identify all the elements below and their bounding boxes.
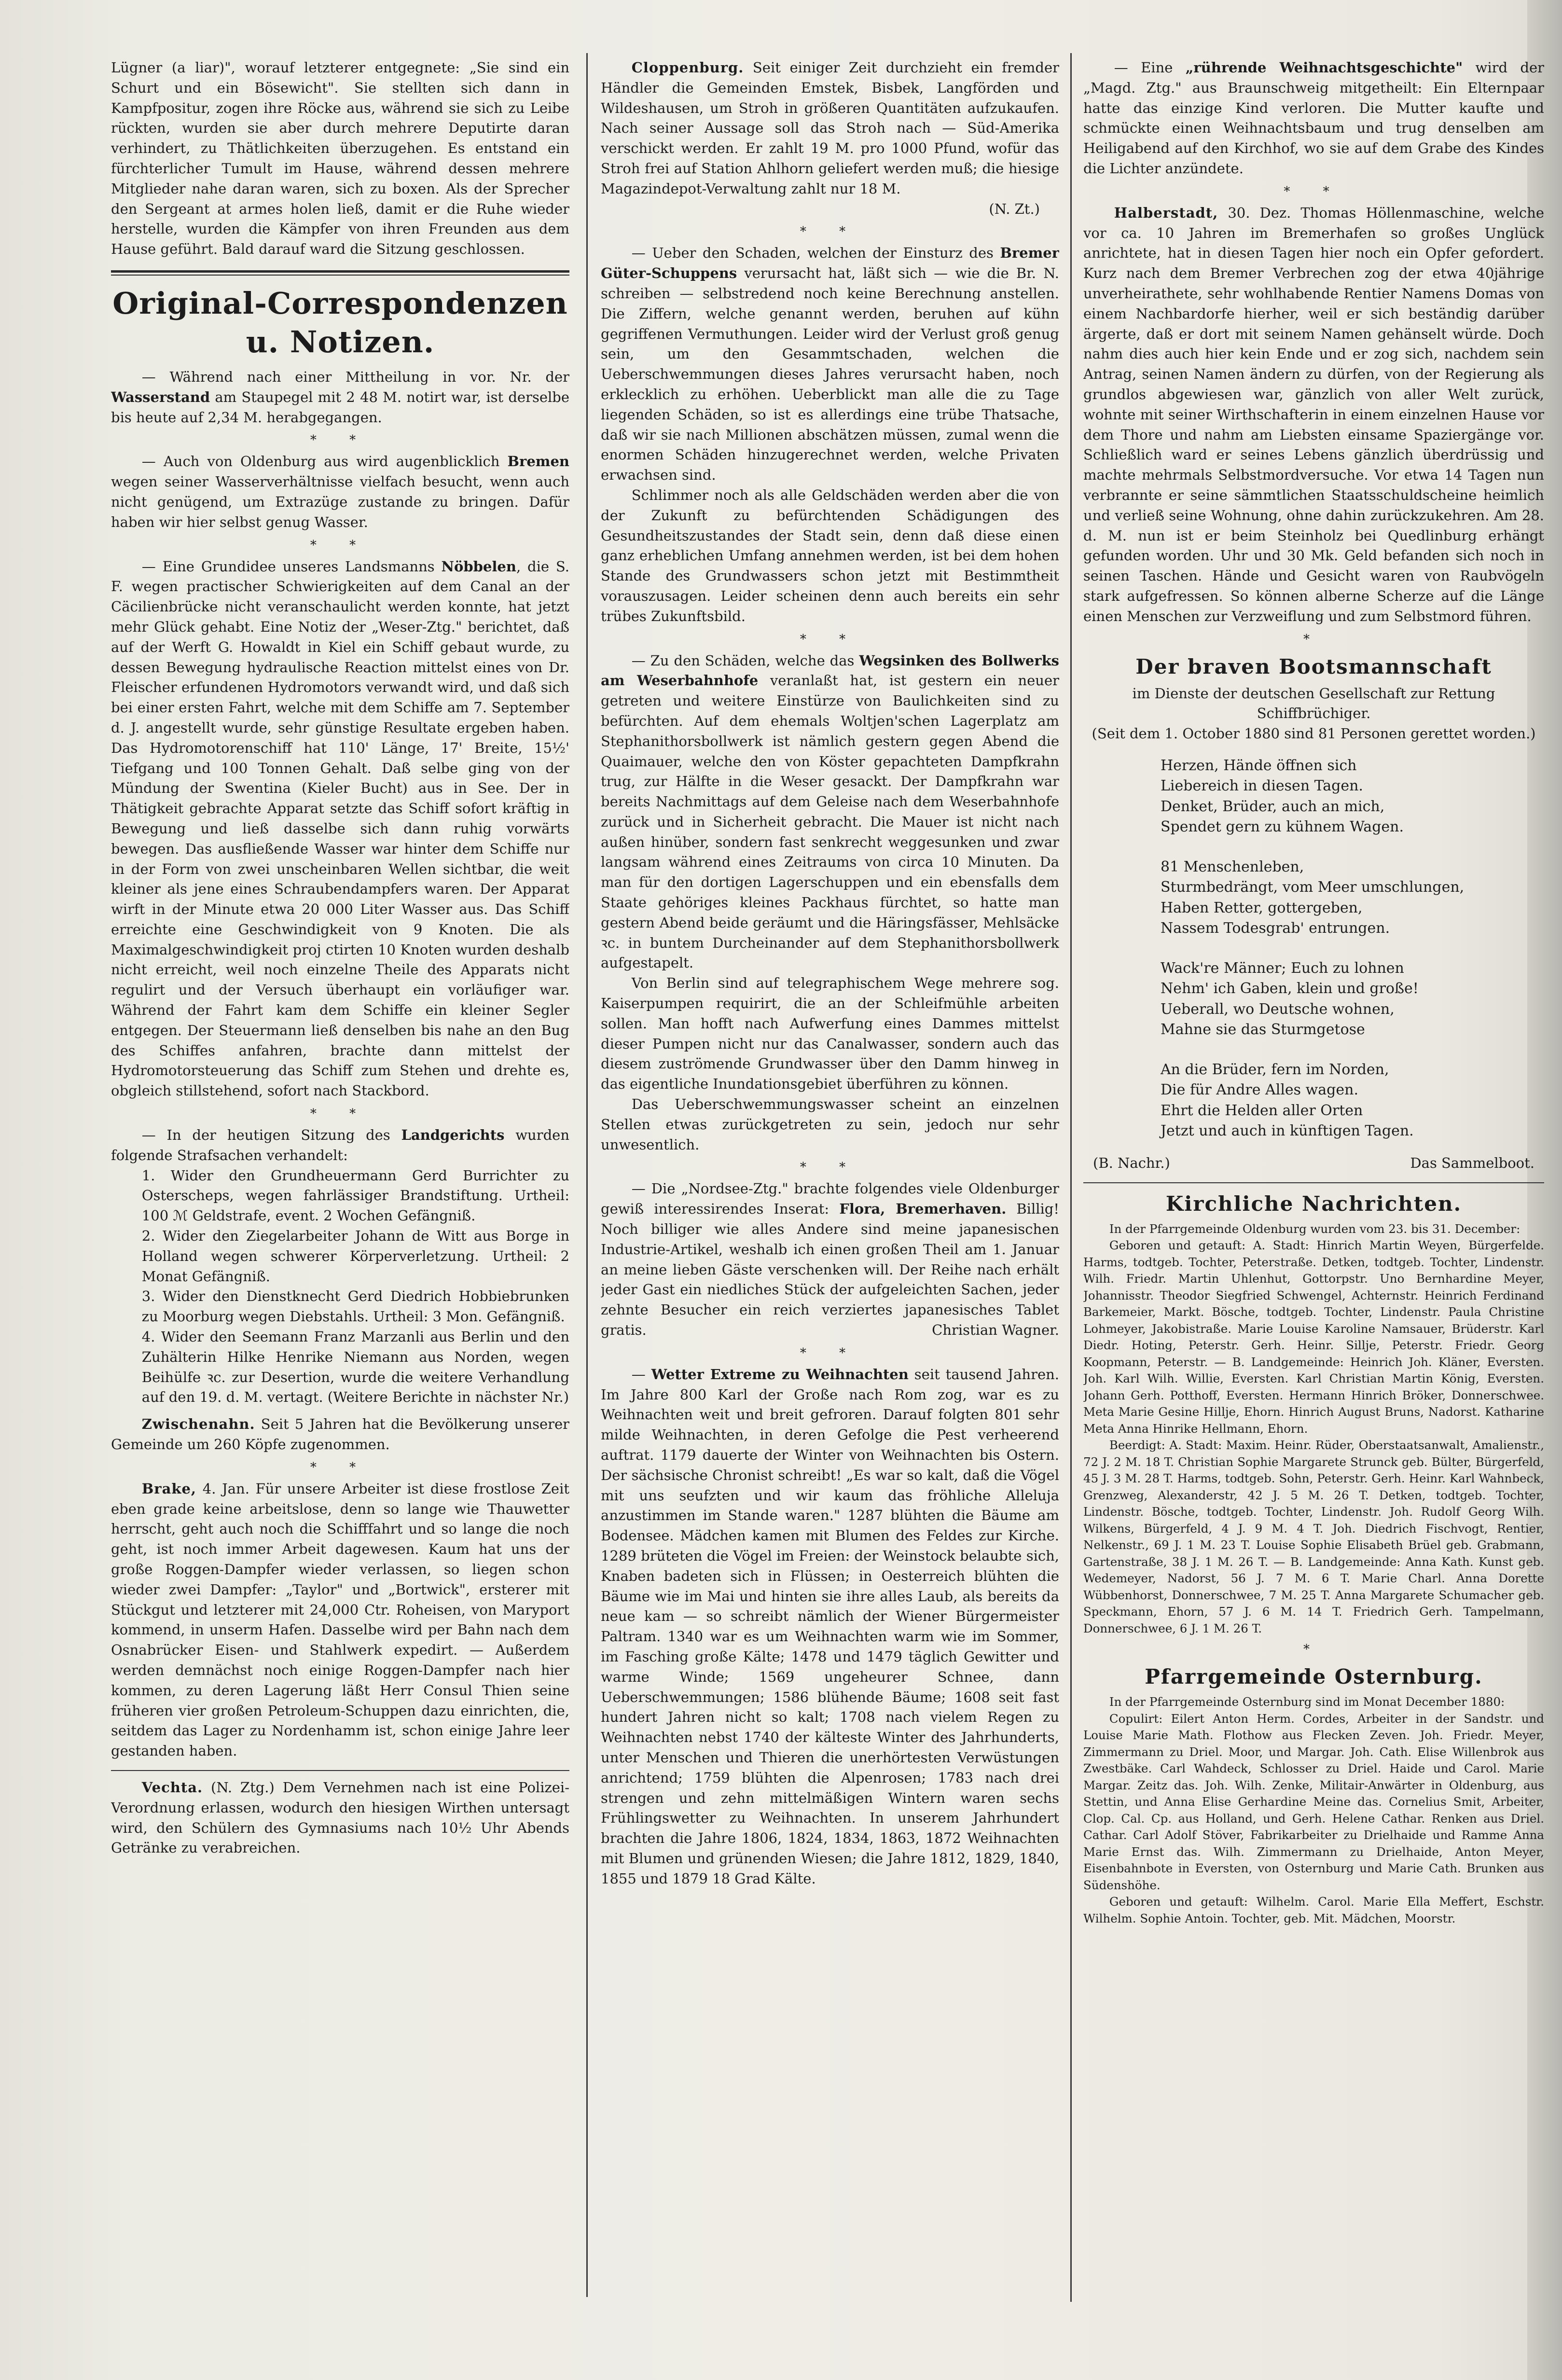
poem-line: Ueberall, wo Deutsche wohnen, [1161, 1000, 1395, 1018]
article-wasserstand: — Während nach einer Mittheilung in vor. Nr. der Wasserstand am Staupegel mit 2 48 M. notirt war, ist derselbe bis heute auf 2,34 M. herabgegangen. [111, 368, 569, 426]
poem-line: Herzen, Hände öffnen sich [1161, 757, 1357, 774]
poem-line: Mahne sie das Sturmgetose [1161, 1021, 1365, 1038]
separator: * * [310, 433, 371, 448]
poem-line: Ehrt die Helden aller Orten [1161, 1102, 1363, 1119]
divider [111, 1770, 569, 1771]
poem-line: 81 Menschenleben, [1161, 858, 1304, 875]
osternburg-intro: In der Pfarrgemeinde Osternburg sind im Monat December 1880: [1109, 1695, 1505, 1709]
poem-line: Spendet gern zu kühnem Wagen. [1161, 818, 1404, 836]
article-vechta: Vechta. (N. Ztg.) Dem Vernehmen nach ist eine Polizei-Verordnung erlassen, wodurch den hiesigen Wirthen untersagt wird, den Schülern des Gymnasiums nach 10½ Uhr Abends Getränke zu verabreichen. [111, 1779, 569, 1856]
poem-line: Die für Andre Alles wagen. [1161, 1081, 1358, 1099]
article-zwischenahn: Zwischenahn. Seit 5 Jahren hat die Bevölkerung unserer Gemeinde um 260 Köpfe zugenommen. [111, 1416, 569, 1453]
separator: * * [310, 538, 371, 553]
separator: * [1303, 632, 1324, 647]
article-cloppenburg: Cloppenburg. Seit einiger Zeit durchzieht ein fremder Händler die Gemeinden Emstek, Bisbek, Langförden und Wildeshausen, um Stroh in größeren Quantitäten aufzukaufen. Nach seiner Aussage soll das Stroh nach — Süd-Amerika verschickt werden. Er zahlt 19 M. pro 1000 Pfund, wofür das Stroh frei auf Station Ahlhorn geliefert werden muß; die hiesige Magazindepot-Verwaltung zahlt nur 18 M. [601, 59, 1059, 197]
poem-line: Sturmbedrängt, vom Meer umschlungen, [1161, 879, 1465, 896]
separator: * * [800, 1160, 860, 1175]
separator: * * [800, 632, 860, 647]
continued-text: Lügner (a liar)", worauf letzterer entgegnete: „Sie sind ein Schurt und ein Bösewicht". Sie stellten sich dann in Kampfpositur, zogen ihre Röcke aus, während sie sich zu Leibe rückten, wurden sie aber durch mehrere Deputirte daran verhindert, zu Thätlichkeiten überzugehen. Es entstand ein fürchterlicher Tumult im Hause, während dessen mehrere Mitglieder nahe daran waren, sich zu boxen. Als der Sprecher den Sergeant at armes holen ließ, damit er die Ruhe wieder herstelle, wurden die Kämpfer von ihren Freunden aus dem Hause geführt. Bald darauf ward die Sitzung geschlossen. [111, 59, 569, 258]
poem-source: (B. Nachr.) [1093, 1154, 1170, 1171]
article-weihnachtsgeschichte: — Eine „rührende Weihnachtsgeschichte" wird der „Magd. Ztg." aus Braunschweig mitgetheilt: Ein Elternpaar hatte das einzige Kind verloren. Die Mutter kaufte und schmückte einen Weihnachtsbaum und trug denselben am Heiligabend auf den Kirchhof, wo sie auf dem Grabe des Kindes die Lichter anzündete. [1083, 59, 1544, 177]
article-brake: Brake, 4. Jan. Für unsere Arbeiter ist diese frostlose Zeit eben grade keine arbeitslose, denn so lange wie Thauwetter herrscht, geht auch noch die Schifffahrt und so lange die noch geht, ist noch immer Arbeit dagewesen. Kaum hat uns der große Roggen-Dampfer wieder verlassen, so liegen schon wieder zwei Dampfer: „Taylor" und „Bortwick", ersterer mit Stückgut und letzterer mit 24,000 Ctr. Roheisen, von Maryport kommend, in unserm Hafen. Dasselbe wird per Bahn nach dem Osnabrücker Eisen- und Stahlwerk expedirt. — Außerdem werden demnächst noch einige Roggen-Dampfer nach hier kommen, zu deren Lagerung läßt Herr Consul Thien seine früheren vier großen Petroleum-Schuppen dazu einrichten, die, seitdem das Lager zu Nordenhamm ist, schon einige Jahre leer gestanden haben. [111, 1480, 569, 1759]
article-halberstadt: Halberstadt, 30. Dez. Thomas Höllenmaschine, welche vor ca. 10 Jahren im Bremerhafen so großes Unglück anrichtete, hat in diesen Tagen hier noch ein Opfer gefordert. Kurz nach dem Bremer Verbrechen zog der etwa 40jährige unverheirathete, sehr wohlhabende Rentier Namens Domas von einem Nachbardorfe hierher, weil er sich beständig darüber ärgerte, daß er dort mit seinem Namen gehänselt würde. Doch nahm dies auch hier kein Ende und er zog sich, nachdem sein Antrag, seinen Namen ändern zu dürfen, von der Regierung als grundlos abgewiesen war, gänzlich von aller Welt zurück, wohnte mit seiner Wirthschafterin in einem einzelnen Hause vor dem Thore und nahm am Liebsten einsame Spaziergänge vor. Schließlich ward er seines Lebens gänzlich überdrüssig und machte mehrmals Selbstmordversuche. Vor etwa 14 Tagen nun verbrannte er seine sämmtlichen Staatsschuldscheine heimlich und verließ seine Wohnung, ohne dahin zurückzukehren. Am 28. d. M. nun ist er beim Steinholz bei Quedlinburg erhängt gefunden worden. Uhr und 30 Mk. Geld befanden sich noch in seinen Taschen. Hände und Gesicht waren von Raubvögeln stark aufgefressen. So können alberne Scherze auf die Länge einen Menschen zur Verzweiflung und zum Selbstmord führen. [1083, 204, 1544, 624]
list-item: 4. Wider den Seemann Franz Marzanli aus Berlin und den Zuhälterin Hilke Henrike Niemann aus Norden, wegen Beihülfe ꝛc. zur Desertion, wurde die weitere Verhandlung auf den 19. d. M. vertagt. (Weitere Berichte in nächster Nr.) [141, 1328, 569, 1406]
poem-note: (Seit dem 1. October 1880 sind 81 Personen gerettet worden.) [1092, 725, 1536, 742]
osternburg-born: Geboren und getauft: Wilhelm. Carol. Marie Ella Meffert, Eschstr. Wilhelm. Sophie Antoin. Tochter, geb. Mit. Mädchen, Moorstr. [1083, 1895, 1544, 1925]
column-rule-right [1070, 53, 1072, 2302]
article-bollwerk-cont2: Das Ueberschwemmungswasser scheint an einzelnen Stellen etwas zurückgetreten zu sein, jedoch nur sehr unwesentlich. [601, 1096, 1059, 1153]
poem-line: Liebereich in diesen Tagen. [1161, 777, 1363, 795]
column-rule-left [586, 53, 588, 2297]
kirch-born: Geboren und getauft: A. Stadt: Hinrich Martin Weyen, Bürgerfelde. Harms, todtgeb. Tochter, Peterstraße. Detken, todtgeb. Tochter, Lindenstr. Wilh. Friedr. Martin Uhlenhut, Gottorpstr. Uno Bernhardine Meyer, Johannisstr. Theodor Siegfried Schwengel, Achternstr. Heinrich Ferdinand Barkemeier, Markt. Bösche, todtgeb. Tochter, Lindenstr. Paula Christine Lohmeyer, Jakobistraße. Marie Louise Karoline Namsauer, Brüderstr. Karl Diedr. Hoting, Peterstr. Gerh. Heinr. Sillje, Peterstr. Friedr. Georg Koopmann, Peterstr. — B. Landgemeinde: Heinrich Joh. Kläner, Eversten. Joh. Karl Wilh. Willie, Eversten. Karl Christian Martin König, Eversten. Johann Gerh. Potthoff, Eversten. Hermann Hinrich Bröker, Donnerschwee. Meta Marie Gesine Hillje, Ehorn. Hinrich August Bruns, Nadorst. Katharine Meta Anna Hinrike Hellmann, Ehorn. [1083, 1238, 1544, 1436]
separator: * * [1284, 184, 1344, 199]
article-gueter-schuppen: — Ueber den Schaden, welchen der Einsturz des Bremer Güter-Schuppens verursacht hat, läßt sich — wie die Br. N. schreiben — selbstredend noch keine Berechnung anstellen. Die Ziffern, welche genannt werden, beruhen auf kühn gegriffenen Vermuthungen. Leider wird der Verlust groß genug sein, um den Gesammtschaden, welchen die Ueberschwemmungen dieses Jahres verursacht haben, noch erklecklich zu erhöhen. Ueberblickt man alle die zu Tage liegenden Schäden, so ist es allerdings eine trübe Thatsache, daß wir sie nach Millionen abschätzen müssen, zumal wenn die enormen Schäden hinzugerechnet werden, welche Privaten erwachsen sind. [601, 245, 1059, 484]
poem [1161, 756, 1544, 1142]
column-3 [1083, 58, 1544, 2297]
article-wetter-extreme: — Wetter Extreme zu Weihnachten seit tausend Jahren. Im Jahre 800 Karl der Große nach Rom zog, war es zu Weihnachten weit und breit gefroren. Darauf folgten 801 sehr milde Weihnachten, in deren Gefolge die Pest verheerend auftrat. 1179 dauerte der Winter von Weihnachten bis Ostern. Der sächsische Chronist schreibt! „Es war so kalt, daß die Vögel mit uns seufzten und wir kaum das fröhliche Alleluja anzustimmen im Stande waren." 1287 blühten die Bäume am Bodensee. Mädchen kamen mit Blumen des Feldes zur Kirche. 1289 brüteten die Vögel im Freien: der Weinstock belaubte sich, Knaben badeten sich in Flüssen; in Oesterreich blühten die Bäume wie im Mai und hinten sie ihre alles Laub, als bereits da neue kam — so schreibt nämlich der Wiener Bürgermeister Paltram. 1340 war es um Weihnachten warm wie im Sommer, im Fasching große Kälte; 1478 und 1479 täglich Gewitter und warme Winde; 1569 ungeheurer Schnee, dann Ueberschwemmungen; 1586 blühende Bäume; 1608 seit fast hundert Jahren nicht so kalt; 1708 nach vielem Regen zu Weihnachten nebst 1740 der kälteste Winter des Jahrhunderts, unter Menschen und Thieren die unerhörtesten Verwüstungen anrichtend; 1759 blühten die Alpenrosen; 1783 nach drei strengen und zehn mittelmäßigen Wintern waren sechs Frühlingswetter zu Weihnachten. In unserem Jahrhundert brachten die Jahre 1806, 1824, 1834, 1863, 1872 Weihnachten mit Blumen und grünenden Wiesen; die Jahre 1812, 1829, 1840, 1855 und 1879 18 Grad Kälte. [601, 1366, 1059, 1887]
separator: * * [800, 1345, 860, 1360]
article-gueter-schuppen-cont: Schlimmer noch als alle Geldschäden werden aber die von der Zukunft zu befürchtenden Schädigungen des Gesundheitszustandes der Stadt sein, denn daß diese einen ganz erheblichen Umfang annehmen werden, ist bei dem hohen Stande des Grundwassers schon jetzt mit Bestimmtheit vorauszusagen. Leider scheinen denn auch bereits ein sehr trübes Zukunftsbild. [601, 486, 1059, 624]
article-nordsee-inserat: — Die „Nordsee-Ztg." brachte folgendes viele Oldenburger gewiß interessirendes Inserat: Flora, Bremerhaven. Billig! Noch billiger wie alles Andere sind meine japanesischen Industrie-Artikel, weshalb ich einen großen Theil am 1. Januar an meine lieben Gäste verschenken will. Der Reihe nach erhält jeder Gast ein niedliches Stück der aufgeleichten Sachen, jeder zehnte Besucher ein reich verziertes japanesisches Tablet gratis. Christian Wagner. [601, 1180, 1059, 1339]
poem-line: An die Brüder, fern im Norden, [1161, 1061, 1389, 1078]
poem-line: Jetzt und auch in künftigen Tagen. [1161, 1122, 1414, 1140]
section-heading: Original-Correspondenzen u. Notizen. [112, 285, 568, 360]
column-2 [601, 58, 1059, 2307]
poem-line: Denket, Brüder, auch an mich, [1161, 798, 1385, 815]
kirch-intro: In der Pfarrgemeinde Oldenburg wurden vom 23. bis 31. December: [1109, 1221, 1521, 1236]
separator: * [1303, 1642, 1324, 1657]
article-bollwerk-cont: Von Berlin sind auf telegraphischem Wege mehrere sog. Kaiserpumpen requirirt, die an der Schleifmühle arbeiten sollen. Man hofft nach Aufwerfung eines Dammes mittelst dieser Pumpen nicht nur das Canalwasser, sondern auch das diesem zuströmende Grundwasser über den Damm hinweg in das eigentliche Inundationsgebiet überführen zu können. [601, 975, 1059, 1093]
list-item: 2. Wider den Ziegelarbeiter Johann de Witt aus Borge in Holland wegen schwerer Körperverletzung. Urtheil: 2 Monat Gefängniß. [141, 1228, 569, 1285]
kirch-heading: Kirchliche Nachrichten. [1165, 1191, 1462, 1216]
separator: * * [310, 1460, 371, 1475]
article-hydromotor: — Eine Grundidee unseres Landsmanns Nöbbelen, die S. F. wegen practischer Schwierigkeiten auf dem Canal an der Cäcilienbrücke nicht veranschaulicht werden konnte, hat jetzt mehr Glück gehabt. Eine Notiz der „Weser-Ztg." berichtet, daß auf der Werft G. Howaldt in Kiel ein Schiff gebaut wurde, zu dessen Bewegung hydraulische Reaction mittelst eines von Dr. Fleischer erfundenen Hydromotors verwandt wird, und daß sich bei einer ersten Fahrt, welche mit dem Schiffe am 7. September d. J. angestellt wurde, sehr günstige Resultate ergeben haben. Das Hydromotorenschiff hat 110' Länge, 17' Breite, 15½' Tiefgang und 100 Tonnen Gehalt. Daß selbe ging von der Mündung der Swentina (Kieler Bucht) aus in See. Der in Thätigkeit gebrachte Apparat setzte das Schiff sofort kräftig in Bewegung und ließ dasselbe sich dann ruhig vorwärts bewegen. Das ausfließende Wasser war hinter dem Schiffe nur in der Form von zwei unscheinbaren Wellen sichtbar, die weit kleiner als jene eines Schraubendampfers waren. Der Apparat wirft in der Minute etwa 20 000 Liter Wasser aus. Das Schiff erreichte eine Geschwindigkeit von 9 Knoten. Die als Maximalgeschwindigkeit proj ctirten 10 Knoten wurden deshalb nicht erreicht, weil noch einzelne Theile des Apparats nicht regulirt und der Versuch überhaupt ein vorläufiger war. Während der Fahrt kam dem Schiffe ein kleiner Segler entgegen. Der Steuermann ließ denselben bis nahe an den Bug des Schiffes anfahren, brachte dann mittelst der Hydromotorsteuerung das Schiff zum Stehen und drehte es, obgleich stillstehend, sofort nach Stackbord. [111, 558, 569, 1099]
column-1 [111, 58, 569, 2278]
osternburg-heading: Pfarrgemeinde Osternburg. [1145, 1665, 1483, 1689]
osternburg-married: Copulirt: Eilert Anton Herm. Cordes, Arbeiter in der Sandstr. und Louise Marie Math. Flothow aus Flecken Zeven. Joh. Friedr. Meyer, Zimmermann zu Driel. Moor, und Margar. Joh. Cath. Elise Willenbrok aus Zwestbäke. Carl Wahdeck, Schlosser zu Driel. Haide und Carol. Marie Margar. Zeitz das. Joh. Wilh. Zenke, Militair-Anwärter in Oldenburg, aus Stettin, und Anna Elise Gerhardine Meine das. Cornelius Smit, Arbeiter, Clop. Cal. Cp. aus Holland, und Gerh. Helene Cathar. Renken aus Driel. Cathar. Carl Adolf Stöver, Fabrikarbeiter zu Drielhaide und Ramme Anna Marie Ernst das. Wilh. Zimmermann zu Drielhaide, Anton Meyer, Eisenbahnbote in Eversten, von Osternburg und Marie Cath. Brunken aus Südenshöhe. [1083, 1711, 1544, 1892]
divider [1083, 1182, 1544, 1183]
separator: * * [310, 1107, 371, 1121]
separator: * * [800, 224, 860, 239]
poem-line: Haben Retter, gottergeben, [1161, 899, 1363, 916]
source-note: (N. Zt.) [989, 200, 1040, 217]
list-item: 3. Wider den Dienstknecht Gerd Diedrich Hobbiebrunken zu Moorburg wegen Diebstahls. Urtheil: 3 Mon. Gefängniß. [141, 1288, 569, 1325]
poem-line: Nassem Todesgrab' entrungen. [1161, 920, 1390, 937]
article-bollwerk: — Zu den Schäden, welche das Wegsinken des Bollwerks am Weserbahnhofe veranlaßt hat, ist gestern ein neuer getreten und weitere Einstürze von Baulichkeiten sind zu befürchten. Auf dem ehemals Woltjen'schen Lagerplatz am Stephanithorsbollwerk ist nämlich gestern gegen Abend die Quaimauer, welche den von Köster gepachteten Dampfkrahn trug, zur Hälfte in die Weser gesackt. Der Dampfkrahn war bereits Nachmittags auf dem Geleise nach dem Weserbahnhofe zurück und in Sicherheit gebracht. Die Mauer ist nicht nach außen hinüber, sondern fast senkrecht weggesunken und zwar langsam während eines Zeitraums von circa 10 Minuten. Da man für den dortigen Lagerschuppen und ein ebensfalls dem Staate gehöriges kleines Packhaus fürchtet, so hatte man gestern Abend beide geräumt und die Häringsfässer, Mehlsäcke ꝛc. in buntem Durcheinander auf dem Stephanithorsbollwerk aufgestapelt. [601, 652, 1059, 971]
poem-signature [1093, 1153, 1534, 1174]
court-cases-list [111, 1166, 569, 1408]
kirch-buried: Beerdigt: A. Stadt: Maxim. Heinr. Rüder, Oberstaatsanwalt, Amalienstr., 72 J. 2 M. 18 T. Christian Sophie Margarete Strunck geb. Bülter, Bürgerfeld, 45 J. 3 M. 28 T. Harms, todtgeb. Sohn, Peterstr. Gerh. Heinr. Karl Wahnbeck, Grenzweg, Alexanderstr, 42 J. 5 M. 26 T. Detken, todtgeb. Tochter, Lindenstr. Bösche, todtgeb. Tochter, Lindenstr. Joh. Rudolf Georg Wilh. Wilkens, Bürgerfeld, 4 J. 9 M. 4 T. Joh. Diedrich Fischvogt, Rentier, Nelkenstr., 69 J. 1 M. 23 T. Louise Sophie Elisabeth Brüel geb. Grabmann, Gartenstraße, 38 J. 1 M. 26 T. — B. Landgemeinde: Anna Kath. Kunst geb. Wedemeyer, Nadorst, 56 J. 7 M. 6 T. Marie Charl. Anna Dorette Wübbenhorst, Donnerschwee, 7 M. 25 T. Anna Margarete Schumacher geb. Speckmann, Ehorn, 57 J. 6 M. 14 T. Friedrich Gerh. Tampelmann, Donnerschwee, 6 J. 1 M. 26 T. [1083, 1438, 1544, 1635]
poem-title: Der braven Bootsmannschaft [1135, 654, 1492, 678]
article-landgericht: — In der heutigen Sitzung des Landgerichts wurden folgende Strafsachen verhandelt: [111, 1127, 569, 1163]
section-rule [111, 270, 569, 276]
poem-author: Das Sammelboot. [1410, 1154, 1534, 1171]
poem-subtitle: im Dienste der deutschen Gesellschaft zur Rettung Schiffbrüchiger. [1132, 685, 1495, 722]
poem-line: Nehm' ich Gaben, klein und große! [1161, 980, 1419, 997]
poem-line: Wack're Männer; Euch zu lohnen [1161, 959, 1404, 977]
article-bremen: — Auch von Oldenburg aus wird augenblicklich Bremen wegen seiner Wasserverhältnisse vielfach besucht, wenn auch nicht genügend, um Extrazüge zustande zu bringen. Dafür haben wir hier selbst genug Wasser. [111, 453, 569, 530]
list-item: 1. Wider den Grundheuermann Gerd Burrichter zu Osterscheps, wegen fahrlässiger Brandstiftung. Urtheil: 100 ℳ Geldstrafe, event. 2 Wochen Gefängniß. [141, 1167, 569, 1224]
